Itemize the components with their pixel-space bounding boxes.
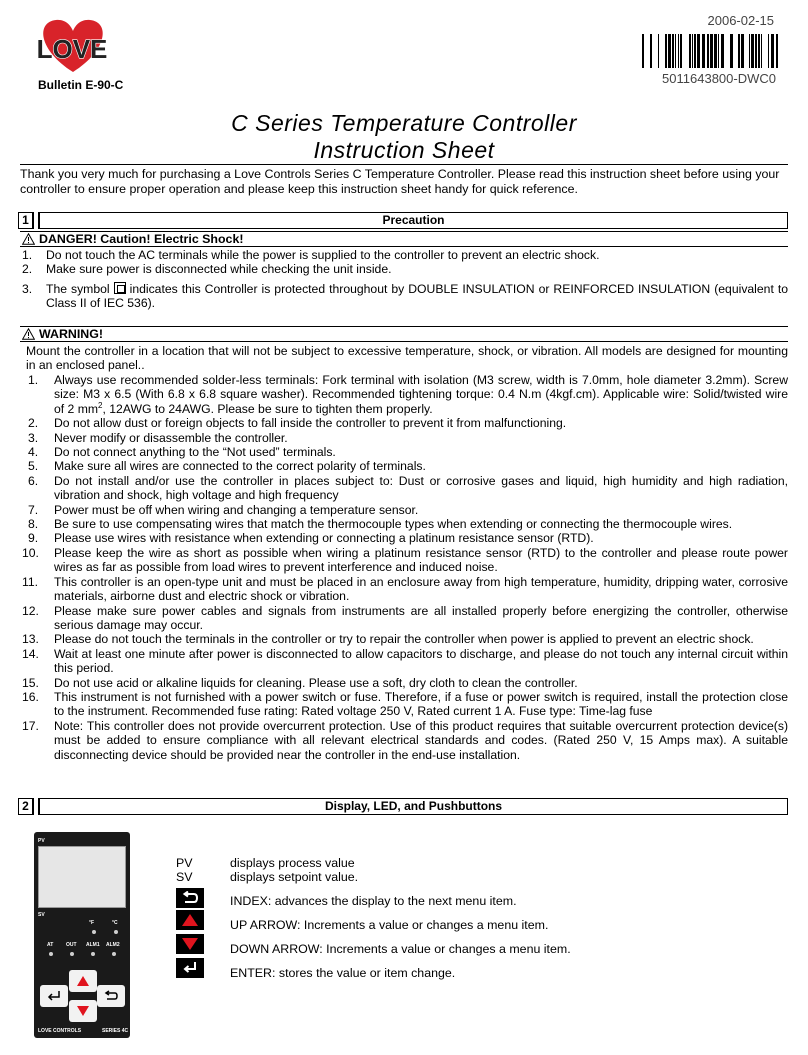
led-deg-c xyxy=(114,930,118,934)
item-number: 4. xyxy=(28,445,39,460)
device-pv-label: PV xyxy=(38,838,45,844)
warning-triangle-icon xyxy=(22,233,35,245)
device-led-label: AT xyxy=(47,942,54,948)
item-number: 9. xyxy=(28,531,39,546)
led-alm2 xyxy=(112,952,116,956)
document-title: C Series Temperature Controller xyxy=(231,110,577,136)
down-arrow-icon xyxy=(76,1005,90,1017)
down-arrow-key-icon xyxy=(176,934,204,954)
device-index-button xyxy=(97,985,125,1007)
item-text: This controller is an open-type unit and must be placed in an enclosure away from high temperature, humidity, dripping water, corrosive materials, airborne dust and electric shock or vibration. xyxy=(54,574,788,604)
item-number: 5. xyxy=(28,459,39,474)
device-up-button xyxy=(69,970,97,992)
list-item xyxy=(20,431,788,445)
item-number: 7. xyxy=(28,502,39,517)
item-text: Do not use acid or alkaline liquids for cleaning. Please use a soft, dry cloth to clean the controller. xyxy=(54,675,578,690)
danger-heading xyxy=(20,231,788,247)
section-2-header xyxy=(18,798,788,815)
love-controls-logo xyxy=(18,14,128,84)
danger-heading-text: DANGER! Caution! Electric Shock! xyxy=(39,232,244,246)
led-deg-f xyxy=(92,930,96,934)
item-text: Please keep the wire as short as possible when wiring a platinum resistance sensor (RTD) to the controller and please route power wires as far as possible from load wires to prevent interference and induced noise. xyxy=(54,545,788,575)
warning-heading xyxy=(20,326,788,342)
item-number: 17. xyxy=(22,718,39,733)
document-date: 2006-02-15 xyxy=(707,13,774,28)
list-item xyxy=(20,647,788,676)
item-text: Do not install and/or use the controller in places subject to: Dust or corrosive gases and liquid, high humidity and high radiation, vibration and shock, high voltage and high frequency xyxy=(54,473,788,503)
list-item xyxy=(20,459,788,473)
warning-intro: Mount the controller in a location that will not be subject to excessive temperature, shock, or vibration. All models are designed for mounting in an enclosed panel.. xyxy=(26,344,788,373)
item-text: Make sure all wires are connected to the correct polarity of terminals. xyxy=(54,459,426,474)
item-number: 6. xyxy=(28,473,39,488)
list-item xyxy=(20,719,788,762)
warning-heading-text: WARNING! xyxy=(39,327,104,341)
legend-key: PV xyxy=(176,856,193,870)
item-text: Please use wires with resistance when extending or connecting a platinum resistance sensor (RTD). xyxy=(54,531,594,546)
barcode-image xyxy=(642,34,778,68)
legend-desc: displays process value xyxy=(230,856,355,870)
item-text: Do not connect anything to the “Not used” terminals. xyxy=(54,445,336,460)
barcode-number: 5011643800-DWC0 xyxy=(662,71,776,86)
item-number: 3. xyxy=(28,430,39,445)
item-text: Please do not touch the terminals in the controller or try to repair the controller when power is applied to prevent an electric shock. xyxy=(54,632,754,647)
device-led-label: OUT xyxy=(66,942,77,948)
device-led-label: ALM1 xyxy=(86,942,100,948)
superscript: 2 xyxy=(98,400,103,410)
legend-desc: DOWN ARROW: Increments a value or changes a menu item. xyxy=(230,942,571,956)
item-text: Do not touch the AC terminals while the power is supplied to the controller to prevent an electric shock. xyxy=(46,248,600,262)
item-text: Power must be off when wiring and changing a temperature sensor. xyxy=(54,502,419,517)
item-text: Do not allow dust or foreign objects to fall inside the controller to prevent it from malfunctioning. xyxy=(54,416,567,431)
led-out xyxy=(70,952,74,956)
list-item xyxy=(20,531,788,545)
item-number: 8. xyxy=(28,517,39,532)
device-deg-f-label: °F xyxy=(89,920,95,926)
list-item xyxy=(20,445,788,459)
list-item xyxy=(20,517,788,531)
item-text-a: Always use recommended solder-less terminals: Fork terminal with isolation (M3 screw, width is 7.0mm, hole diameter 3.2mm). Screw size: M3 x 6.5 (With 6.8 x 6.8 square washer). Recommended tightening torque: 0.4 N.m (4kgf.cm). Applicable wire: Solid/twisted wire of 2 mm xyxy=(54,373,788,416)
double-insulation-icon xyxy=(114,282,126,294)
legend-desc: INDEX: advances the display to the next menu item. xyxy=(230,894,517,908)
index-icon xyxy=(103,990,119,1002)
section-title: Precaution xyxy=(38,212,788,229)
item-number: 16. xyxy=(22,689,39,704)
controller-front-panel-image xyxy=(34,832,130,1038)
item-number: 1. xyxy=(28,373,39,387)
enter-key-icon xyxy=(176,958,204,978)
device-deg-c-label: °C xyxy=(112,920,118,926)
list-item xyxy=(20,676,788,690)
led-alm1 xyxy=(91,952,95,956)
legend-desc: UP ARROW: Increments a value or changes a menu item. xyxy=(230,918,549,932)
device-display xyxy=(38,846,126,908)
enter-icon xyxy=(46,990,62,1002)
svg-text:LOVE: LOVE xyxy=(36,34,108,64)
item-number: 14. xyxy=(22,646,39,661)
list-item xyxy=(20,416,788,430)
item-number: 1. xyxy=(22,248,33,262)
item-text xyxy=(46,282,788,311)
intro-paragraph: Thank you very much for purchasing a Love Controls Series C Temperature Controller. Please read this instruction sheet before using your controller to ensure proper operation and please keep this instruction sheet handy for quick reference. xyxy=(20,167,780,196)
section-1-header xyxy=(18,212,788,229)
item-text: Please make sure power cables and signals from instruments are all installed properly before energizing the controller, otherwise serious damage may occur. xyxy=(54,603,788,632)
item-text-b: , 12AWG to 24AWG. Please be sure to tighten them properly. xyxy=(102,401,433,416)
item-number: 2. xyxy=(28,416,39,431)
danger-list xyxy=(20,248,788,311)
list-item xyxy=(20,632,788,646)
item-text: Never modify or disassemble the controller. xyxy=(54,430,288,445)
device-model-label: SERIES 4C xyxy=(102,1028,129,1034)
warning-triangle-icon xyxy=(22,328,35,340)
device-enter-button xyxy=(40,985,68,1007)
list-item xyxy=(20,282,788,311)
item-number: 15. xyxy=(22,675,39,690)
list-item xyxy=(20,503,788,517)
item-number: 13. xyxy=(22,632,39,647)
device-down-button xyxy=(69,1000,97,1022)
item-number: 10. xyxy=(22,545,39,560)
device-sv-label: SV xyxy=(38,912,45,918)
up-arrow-key-icon xyxy=(176,910,204,930)
list-item xyxy=(20,262,788,276)
list-item xyxy=(20,690,788,719)
section-title: Display, LED, and Pushbuttons xyxy=(38,798,788,815)
device-led-label: ALM2 xyxy=(106,942,120,948)
item-text: Wait at least one minute after power is disconnected to allow capacitors to discharge, and please do not touch any internal circuit within this period. xyxy=(54,646,788,676)
legend-desc: displays setpoint value. xyxy=(230,870,359,884)
list-item xyxy=(20,546,788,575)
item-text xyxy=(54,373,788,416)
item-text: Note: This controller does not provide overcurrent protection. Use of this product requires that suitable overcurrent protection device(s) must be added to ensure compliance with all relevant electrical standards and codes. (Rated 250 V, 15 Amps max). A suitable disconnecting device should be provided near the controller in the end-use installation. xyxy=(54,718,788,762)
item-number: 3. xyxy=(22,281,33,296)
title-divider xyxy=(20,164,788,165)
index-key-icon xyxy=(176,888,204,908)
list-item xyxy=(20,474,788,503)
list-item xyxy=(20,575,788,604)
led-at xyxy=(49,952,53,956)
item-number: 12. xyxy=(22,603,39,618)
list-item xyxy=(20,373,788,416)
item-text-pre: The symbol xyxy=(46,281,110,296)
device-brand-label: LOVE CONTROLS xyxy=(38,1028,82,1034)
list-item xyxy=(20,604,788,633)
item-number: 11. xyxy=(22,574,39,589)
legend-key: SV xyxy=(176,870,193,884)
list-item xyxy=(20,248,788,262)
document-subtitle: Instruction Sheet xyxy=(313,137,495,163)
section-number: 1 xyxy=(18,212,34,229)
item-number: 2. xyxy=(22,262,33,277)
section-number: 2 xyxy=(18,798,34,815)
item-text: Make sure power is disconnected while checking the unit inside. xyxy=(46,262,392,277)
up-arrow-icon xyxy=(76,975,90,987)
warning-list xyxy=(20,373,788,762)
legend-desc: ENTER: stores the value or item change. xyxy=(230,966,456,980)
bulletin-number: Bulletin E-90-C xyxy=(38,78,124,92)
item-text: Be sure to use compensating wires that match the thermocouple types when extending or connecting the thermocouple wires. xyxy=(54,517,733,532)
item-text-post: indicates this Controller is protected throughout by DOUBLE INSULATION or REINFORCED INSULATION (equivalent to Class II of IEC 536). xyxy=(46,281,788,311)
item-text: This instrument is not furnished with a power switch or fuse. Therefore, if a fuse or power switch is required, install the protection close to the instrument. Recommended fuse rating: Rated voltage 250 V, Rated current 1 A. Fuse type: Time-lag fuse xyxy=(54,689,788,719)
